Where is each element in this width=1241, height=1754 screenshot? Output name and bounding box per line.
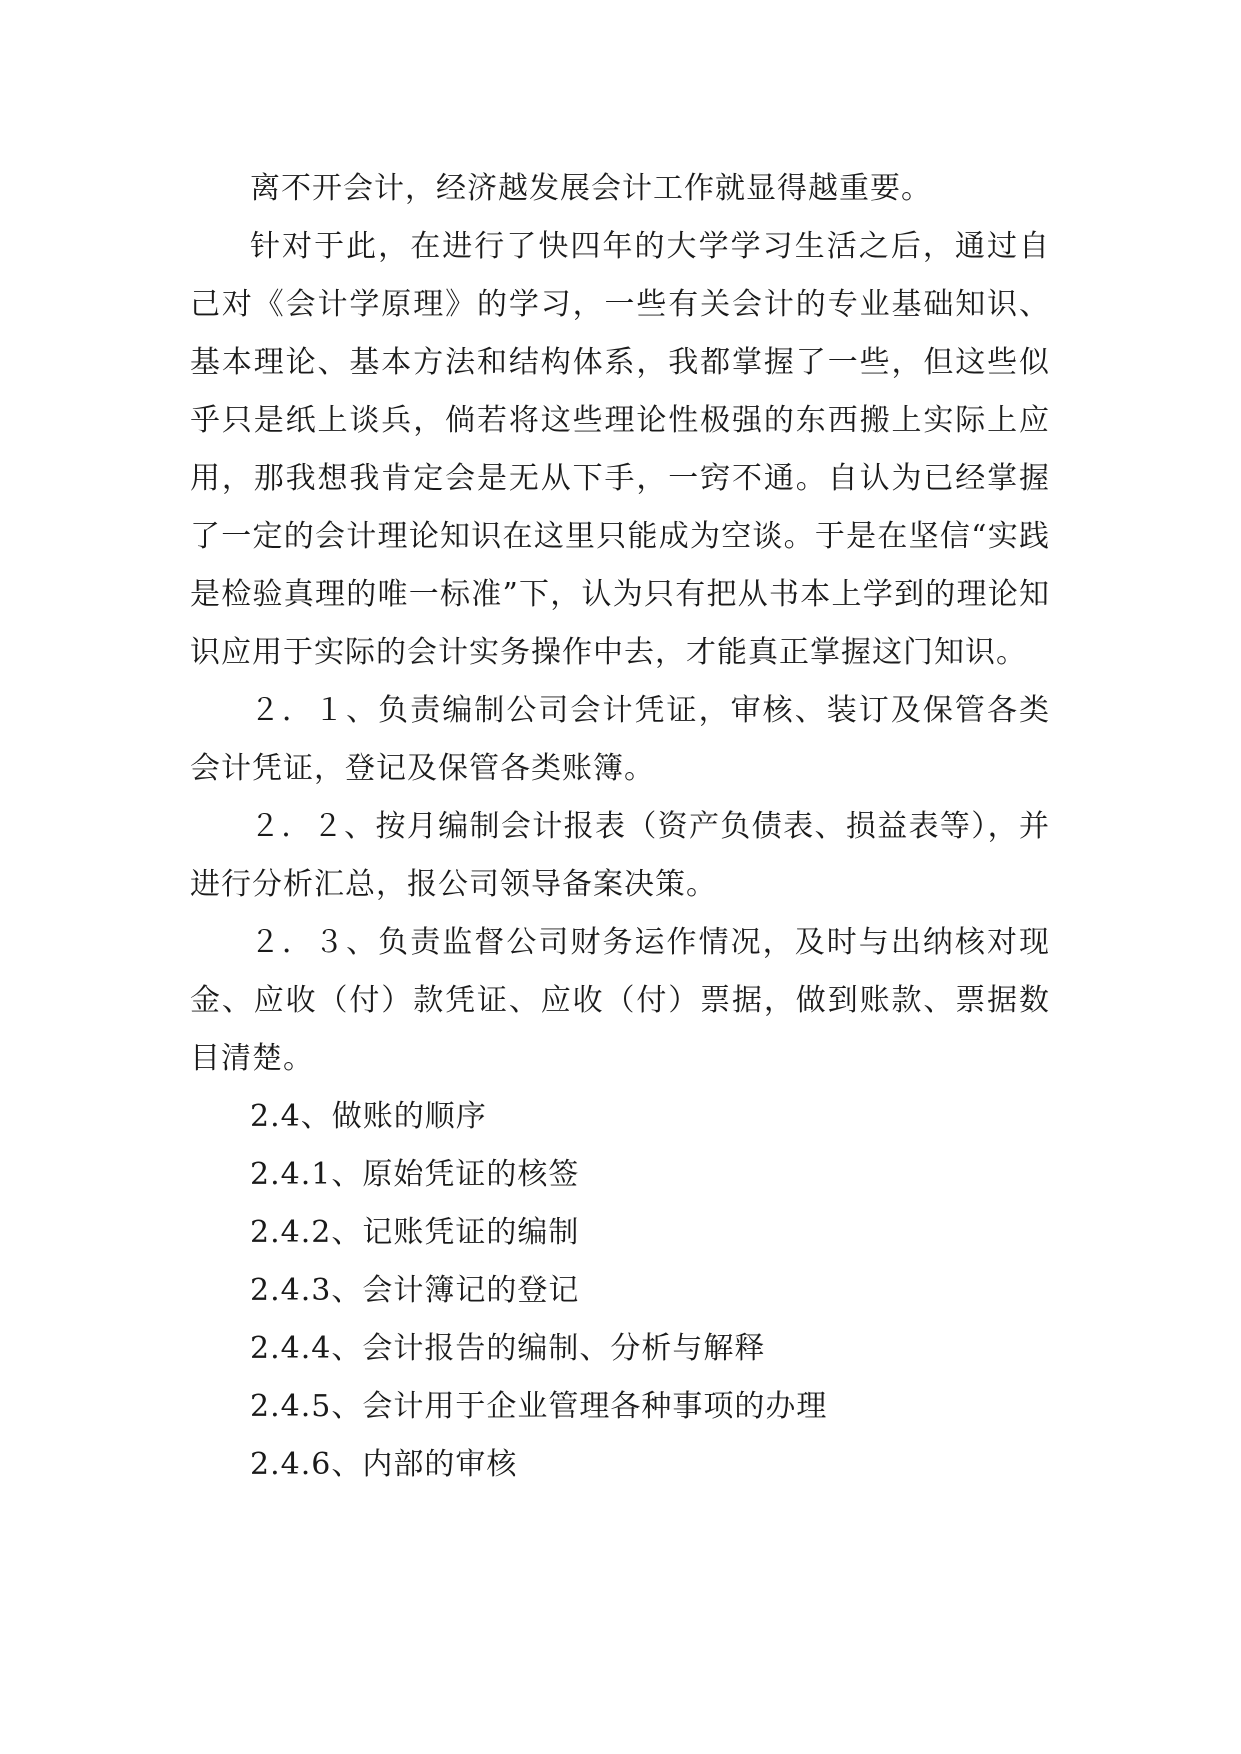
list-item: 2.4.6、内部的审核 <box>250 1447 518 1482</box>
paragraph-2: 针对于此，在进行了快四年的大学学习生活之后，通过自己对《会计学原理》的学习，一些有关会计的专业基础知识、基本理论、基本方法和结构体系，我都掌握了一些，但这些似乎只是纸上谈兵，倘若将这些理论性极强的东西搬上实际上应用，那我想我肯定会是无从下手，一窍不通。自认为已经掌握了一定的会计理论知识在这里只能成为空谈。于是在坚信“实践是检验真理的唯一标准”下，认为只有把从书本上学到的理论知识应用于实际的会计实务操作中去，才能真正掌握这门知识。 <box>190 229 1050 670</box>
paragraph-3: ２．１、负责编制公司会计凭证，审核、装订及保管各类会计凭证，登记及保管各类账簿。 <box>190 693 1050 786</box>
list-item: 2.4.5、会计用于企业管理各种事项的办理 <box>250 1389 828 1424</box>
list-item: 2.4.3、会计簿记的登记 <box>250 1273 580 1308</box>
paragraph-1: 离不开会计，经济越发展会计工作就显得越重要。 <box>250 171 932 206</box>
document-body <box>190 160 1050 1494</box>
list-item: 2.4.1、原始凭证的核签 <box>250 1157 580 1192</box>
list-item: 2.4.4、会计报告的编制、分析与解释 <box>250 1331 766 1366</box>
paragraph-4: ２．２、按月编制会计报表（资产负债表、损益表等），并进行分析汇总，报公司领导备案决策。 <box>190 809 1050 902</box>
paragraph-5: ２．３、负责监督公司财务运作情况，及时与出纳核对现金、应收（付）款凭证、应收（付）票据，做到账款、票据数目清楚。 <box>190 925 1050 1076</box>
list-item: 2.4.2、记账凭证的编制 <box>250 1215 580 1250</box>
section-heading-2-4: 2.4、做账的顺序 <box>250 1099 487 1134</box>
